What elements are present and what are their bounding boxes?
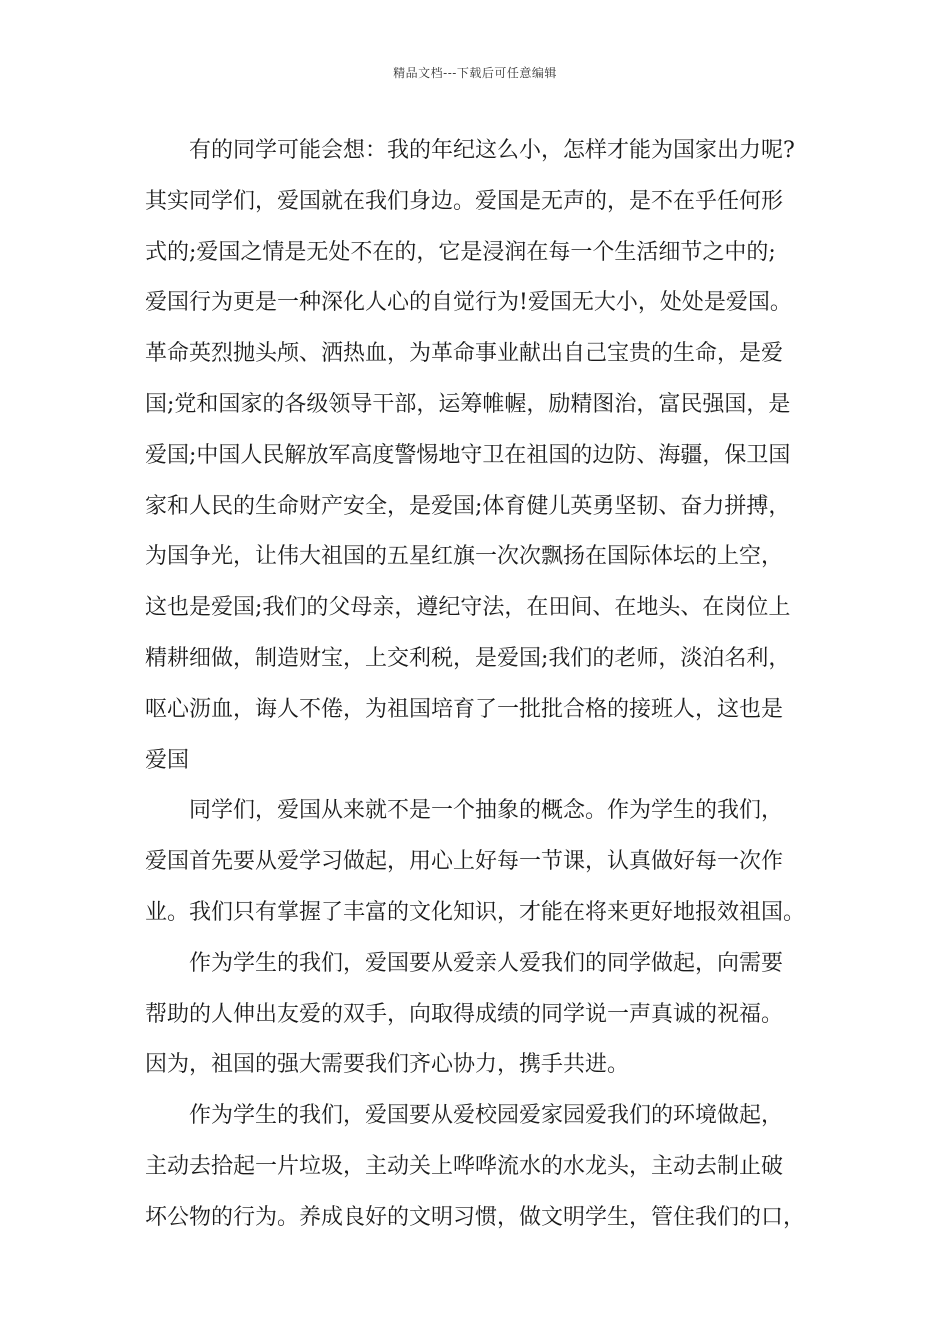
text-line: 有的同学可能会想：我的年纪这么小，怎样才能为国家出力呢? <box>189 138 795 163</box>
text-line: 国;党和国家的各级领导干部，运筹帷幄，励精图治，富民强国，是 <box>145 391 791 417</box>
text-line: 作为学生的我们，爱国要从爱校园爱家园爱我们的环境做起， <box>189 1103 784 1129</box>
text-line: 爱国 <box>145 747 190 773</box>
text-line: 其实同学们，爱国就在我们身边。爱国是无声的，是不在乎任何形 <box>145 188 784 214</box>
page-header: 精品文档---下载后可任意编辑 <box>393 66 557 80</box>
text-line: 主动去拾起一片垃圾，主动关上哗哗流水的水龙头，主动去制止破 <box>145 1153 784 1179</box>
text-line: 因为，祖国的强大需要我们齐心协力，携手共进。 <box>145 1052 630 1078</box>
text-line: 坏公物的行为。养成良好的文明习惯，做文明学生，管住我们的口， <box>145 1204 806 1230</box>
text-line: 爱国;中国人民解放军高度警惕地守卫在祖国的边防、海疆，保卫国 <box>145 442 791 468</box>
text-line: 帮助的人伸出友爱的双手，向取得成绩的同学说一声真诚的祝福。 <box>145 1001 784 1027</box>
text-line: 业。我们只有掌握了丰富的文化知识，才能在将来更好地报效祖国。 <box>145 899 806 925</box>
text-line: 为国争光，让伟大祖国的五星红旗一次次飘扬在国际体坛的上空， <box>145 544 784 570</box>
text-line: 爱国行为更是一种深化人心的自觉行为!爱国无大小，处处是爱国。 <box>145 290 792 316</box>
text-line: 作为学生的我们，爱国要从爱亲人爱我们的同学做起，向需要 <box>189 950 784 976</box>
text-line: 爱国首先要从爱学习做起，用心上好每一节课，认真做好每一次作 <box>145 849 784 875</box>
text-line: 这也是爱国;我们的父母亲，遵纪守法，在田间、在地头、在岗位上 <box>145 595 791 621</box>
text-line: 家和人民的生命财产安全，是爱国;体育健儿英勇坚韧、奋力拼搏， <box>145 493 791 519</box>
text-line: 式的;爱国之情是无处不在的，它是浸润在每一个生活细节之中的; <box>145 239 776 265</box>
document-body <box>145 126 825 1244</box>
text-line: 精耕细做，制造财宝，上交利税，是爱国;我们的老师，淡泊名利， <box>145 645 791 671</box>
text-line: 呕心沥血，诲人不倦，为祖国培育了一批批合格的接班人，这也是 <box>145 696 784 722</box>
text-line: 同学们，爱国从来就不是一个抽象的概念。作为学生的我们， <box>189 798 784 824</box>
text-line: 革命英烈抛头颅、洒热血，为革命事业献出自己宝贵的生命，是爱 <box>145 341 784 367</box>
